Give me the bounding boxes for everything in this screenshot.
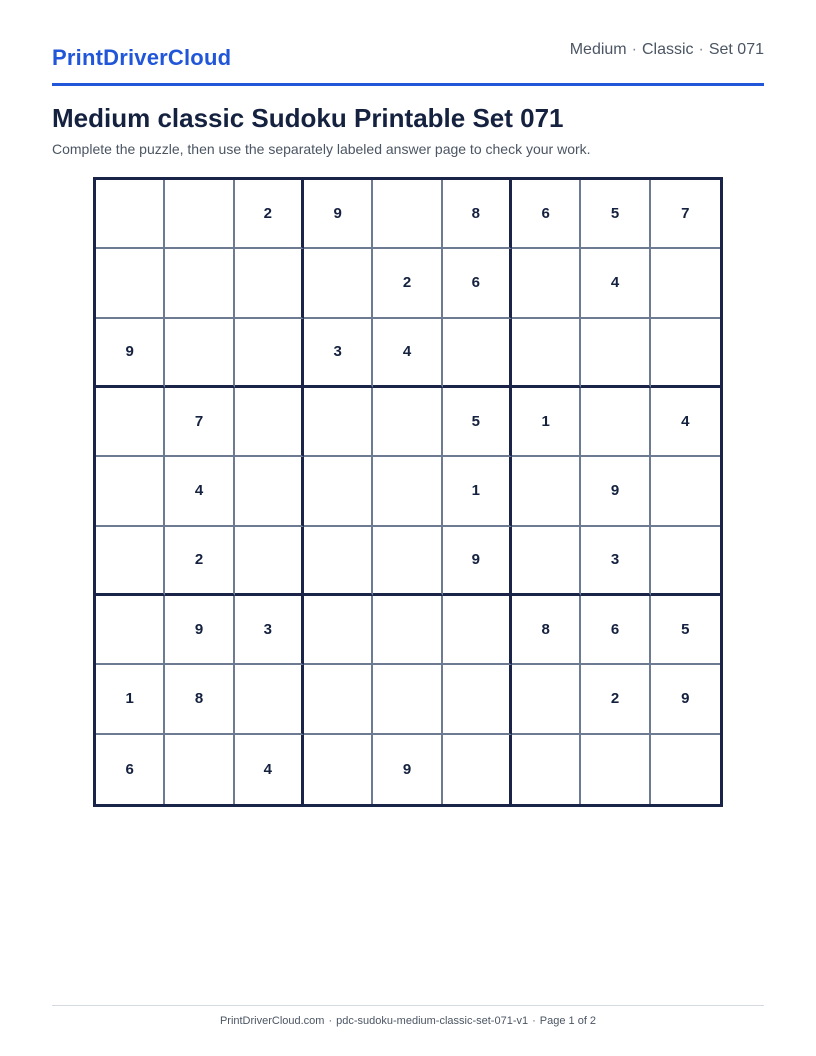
sudoku-cell[interactable] (165, 180, 234, 249)
sudoku-cell[interactable] (165, 249, 234, 318)
sudoku-cell[interactable] (512, 457, 581, 526)
sudoku-cell[interactable]: 4 (651, 388, 720, 457)
sudoku-cell[interactable]: 6 (512, 180, 581, 249)
sudoku-cell[interactable]: 8 (443, 180, 512, 249)
sudoku-cell[interactable]: 5 (581, 180, 650, 249)
sudoku-cell[interactable]: 4 (165, 457, 234, 526)
sudoku-cell[interactable]: 5 (651, 596, 720, 665)
sudoku-cell[interactable]: 1 (512, 388, 581, 457)
footer-separator: · (328, 1015, 333, 1027)
sudoku-cell[interactable] (512, 665, 581, 734)
sudoku-cell[interactable] (373, 665, 442, 734)
sudoku-cell[interactable] (235, 388, 304, 457)
sudoku-cell[interactable] (651, 319, 720, 388)
page-header (52, 38, 764, 86)
sudoku-cell[interactable]: 4 (581, 249, 650, 318)
sudoku-cell[interactable]: 3 (581, 527, 650, 596)
sudoku-cell[interactable] (304, 457, 373, 526)
footer-code: pdc-sudoku-medium-classic-set-071-v1 (336, 1015, 529, 1027)
sudoku-cell[interactable]: 6 (96, 735, 165, 804)
sudoku-cell[interactable] (581, 319, 650, 388)
meta-separator: · (698, 41, 704, 58)
sudoku-cell[interactable] (304, 665, 373, 734)
sudoku-cell[interactable]: 9 (304, 180, 373, 249)
meta-separator: · (631, 41, 637, 58)
sudoku-cell[interactable]: 9 (581, 457, 650, 526)
sudoku-cell[interactable]: 9 (373, 735, 442, 804)
sudoku-cell[interactable]: 8 (165, 665, 234, 734)
page-title: Medium classic Sudoku Printable Set 071 (52, 103, 564, 133)
sudoku-cell[interactable] (373, 527, 442, 596)
page-instructions: Complete the puzzle, then use the separately labeled answer page to check your work. (52, 141, 591, 157)
sudoku-cell[interactable]: 9 (96, 319, 165, 388)
sudoku-cell[interactable] (443, 665, 512, 734)
sudoku-cell[interactable]: 9 (165, 596, 234, 665)
sudoku-cell[interactable]: 8 (512, 596, 581, 665)
sudoku-cell[interactable] (443, 735, 512, 804)
sudoku-cell[interactable] (512, 319, 581, 388)
sudoku-cell[interactable]: 2 (373, 249, 442, 318)
sudoku-cell[interactable] (235, 665, 304, 734)
sudoku-cell[interactable] (304, 527, 373, 596)
sudoku-cell[interactable]: 3 (304, 319, 373, 388)
sudoku-cell[interactable] (651, 527, 720, 596)
sudoku-cell[interactable]: 4 (373, 319, 442, 388)
sudoku-cell[interactable] (651, 735, 720, 804)
sudoku-cell[interactable]: 3 (235, 596, 304, 665)
sudoku-cell[interactable]: 6 (581, 596, 650, 665)
page-footer (52, 1005, 764, 1027)
sudoku-cell[interactable] (651, 457, 720, 526)
sudoku-cell[interactable]: 9 (651, 665, 720, 734)
sudoku-cell[interactable] (373, 388, 442, 457)
sudoku-cell[interactable] (581, 735, 650, 804)
sudoku-cell[interactable] (96, 457, 165, 526)
sudoku-cell[interactable] (96, 596, 165, 665)
brand-logo-text: PrintDriverCloud (52, 45, 232, 70)
sudoku-cell[interactable] (96, 249, 165, 318)
sudoku-cell[interactable] (651, 249, 720, 318)
sudoku-cell[interactable]: 2 (581, 665, 650, 734)
sudoku-cell[interactable]: 5 (443, 388, 512, 457)
sudoku-cell[interactable] (235, 527, 304, 596)
sudoku-cell[interactable]: 7 (165, 388, 234, 457)
sudoku-cell[interactable] (96, 527, 165, 596)
sudoku-cell[interactable] (512, 527, 581, 596)
sudoku-cell[interactable]: 2 (165, 527, 234, 596)
sudoku-cell[interactable] (373, 180, 442, 249)
sudoku-cell[interactable]: 4 (235, 735, 304, 804)
sudoku-cell[interactable] (304, 388, 373, 457)
sudoku-cell[interactable] (304, 249, 373, 318)
sudoku-cell[interactable] (512, 249, 581, 318)
sudoku-cell[interactable] (512, 735, 581, 804)
sudoku-cell[interactable] (443, 319, 512, 388)
sudoku-cell[interactable] (96, 388, 165, 457)
footer-page-number: Page 1 of 2 (539, 1015, 597, 1027)
sudoku-cell[interactable] (235, 319, 304, 388)
sudoku-cell[interactable]: 7 (651, 180, 720, 249)
sudoku-grid (93, 177, 723, 807)
sudoku-cell[interactable] (304, 735, 373, 804)
puzzle-meta (570, 41, 764, 59)
sudoku-cell[interactable] (96, 180, 165, 249)
sudoku-cell[interactable]: 9 (443, 527, 512, 596)
footer-site: PrintDriverCloud.com (219, 1015, 325, 1027)
sudoku-cell[interactable] (373, 457, 442, 526)
sudoku-cell[interactable]: 1 (96, 665, 165, 734)
set-label: Set 071 (708, 41, 764, 58)
style-label: Classic (641, 41, 694, 58)
sudoku-cell[interactable]: 2 (235, 180, 304, 249)
sudoku-cell[interactable] (235, 457, 304, 526)
footer-separator: · (532, 1015, 536, 1027)
sudoku-cell[interactable] (304, 596, 373, 665)
sudoku-cell[interactable] (165, 319, 234, 388)
difficulty-label: Medium (569, 41, 627, 58)
sudoku-cell[interactable] (581, 388, 650, 457)
sudoku-cell[interactable]: 1 (443, 457, 512, 526)
sudoku-cell[interactable]: 6 (443, 249, 512, 318)
sudoku-cell[interactable] (165, 735, 234, 804)
sudoku-cell[interactable] (373, 596, 442, 665)
sudoku-cell[interactable] (443, 596, 512, 665)
sudoku-cell[interactable] (235, 249, 304, 318)
